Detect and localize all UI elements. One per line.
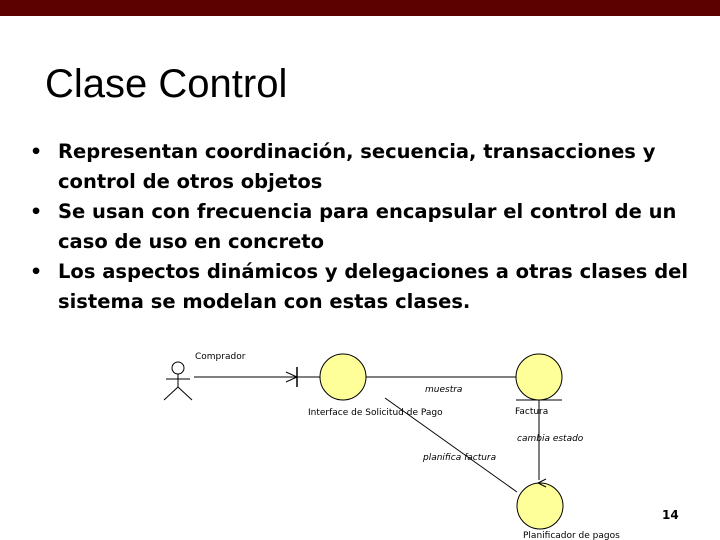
boundary-object (297, 354, 366, 400)
boundary-control-link (385, 398, 517, 492)
slide-title: Clase Control (45, 62, 288, 106)
bullet-text: Se usan con frecuencia para encapsular el control de un caso de uso en concreto (58, 200, 677, 253)
actor-label: Comprador (195, 352, 246, 362)
actor-icon (164, 362, 192, 400)
bullet-text: Representan coordinación, secuencia, transacciones y control de otros objetos (58, 140, 656, 193)
uml-collaboration-diagram (0, 330, 720, 540)
top-bar (0, 0, 720, 16)
bullet-icon: • (30, 141, 43, 163)
entity-object (516, 354, 562, 400)
message-show: muestra (425, 385, 463, 395)
bullet-icon: • (30, 261, 43, 283)
message-change-state: cambia estado (517, 434, 584, 444)
bullet-item (30, 197, 710, 257)
bullet-icon: • (30, 201, 43, 223)
control-object (517, 479, 563, 529)
bullet-text: Los aspectos dinámicos y delegaciones a otras clases del sistema se modelan con estas clases. (58, 260, 689, 313)
message-plan: planifica factura (423, 453, 497, 463)
control-label: Planificador de pagos (523, 531, 620, 540)
bullet-item (30, 257, 710, 317)
entity-label: Factura (515, 407, 549, 417)
page-number: 14 (662, 508, 679, 522)
bullet-list (30, 137, 710, 317)
boundary-label: Interface de Solicitud de Pago (308, 408, 443, 418)
bullet-item (30, 137, 710, 197)
